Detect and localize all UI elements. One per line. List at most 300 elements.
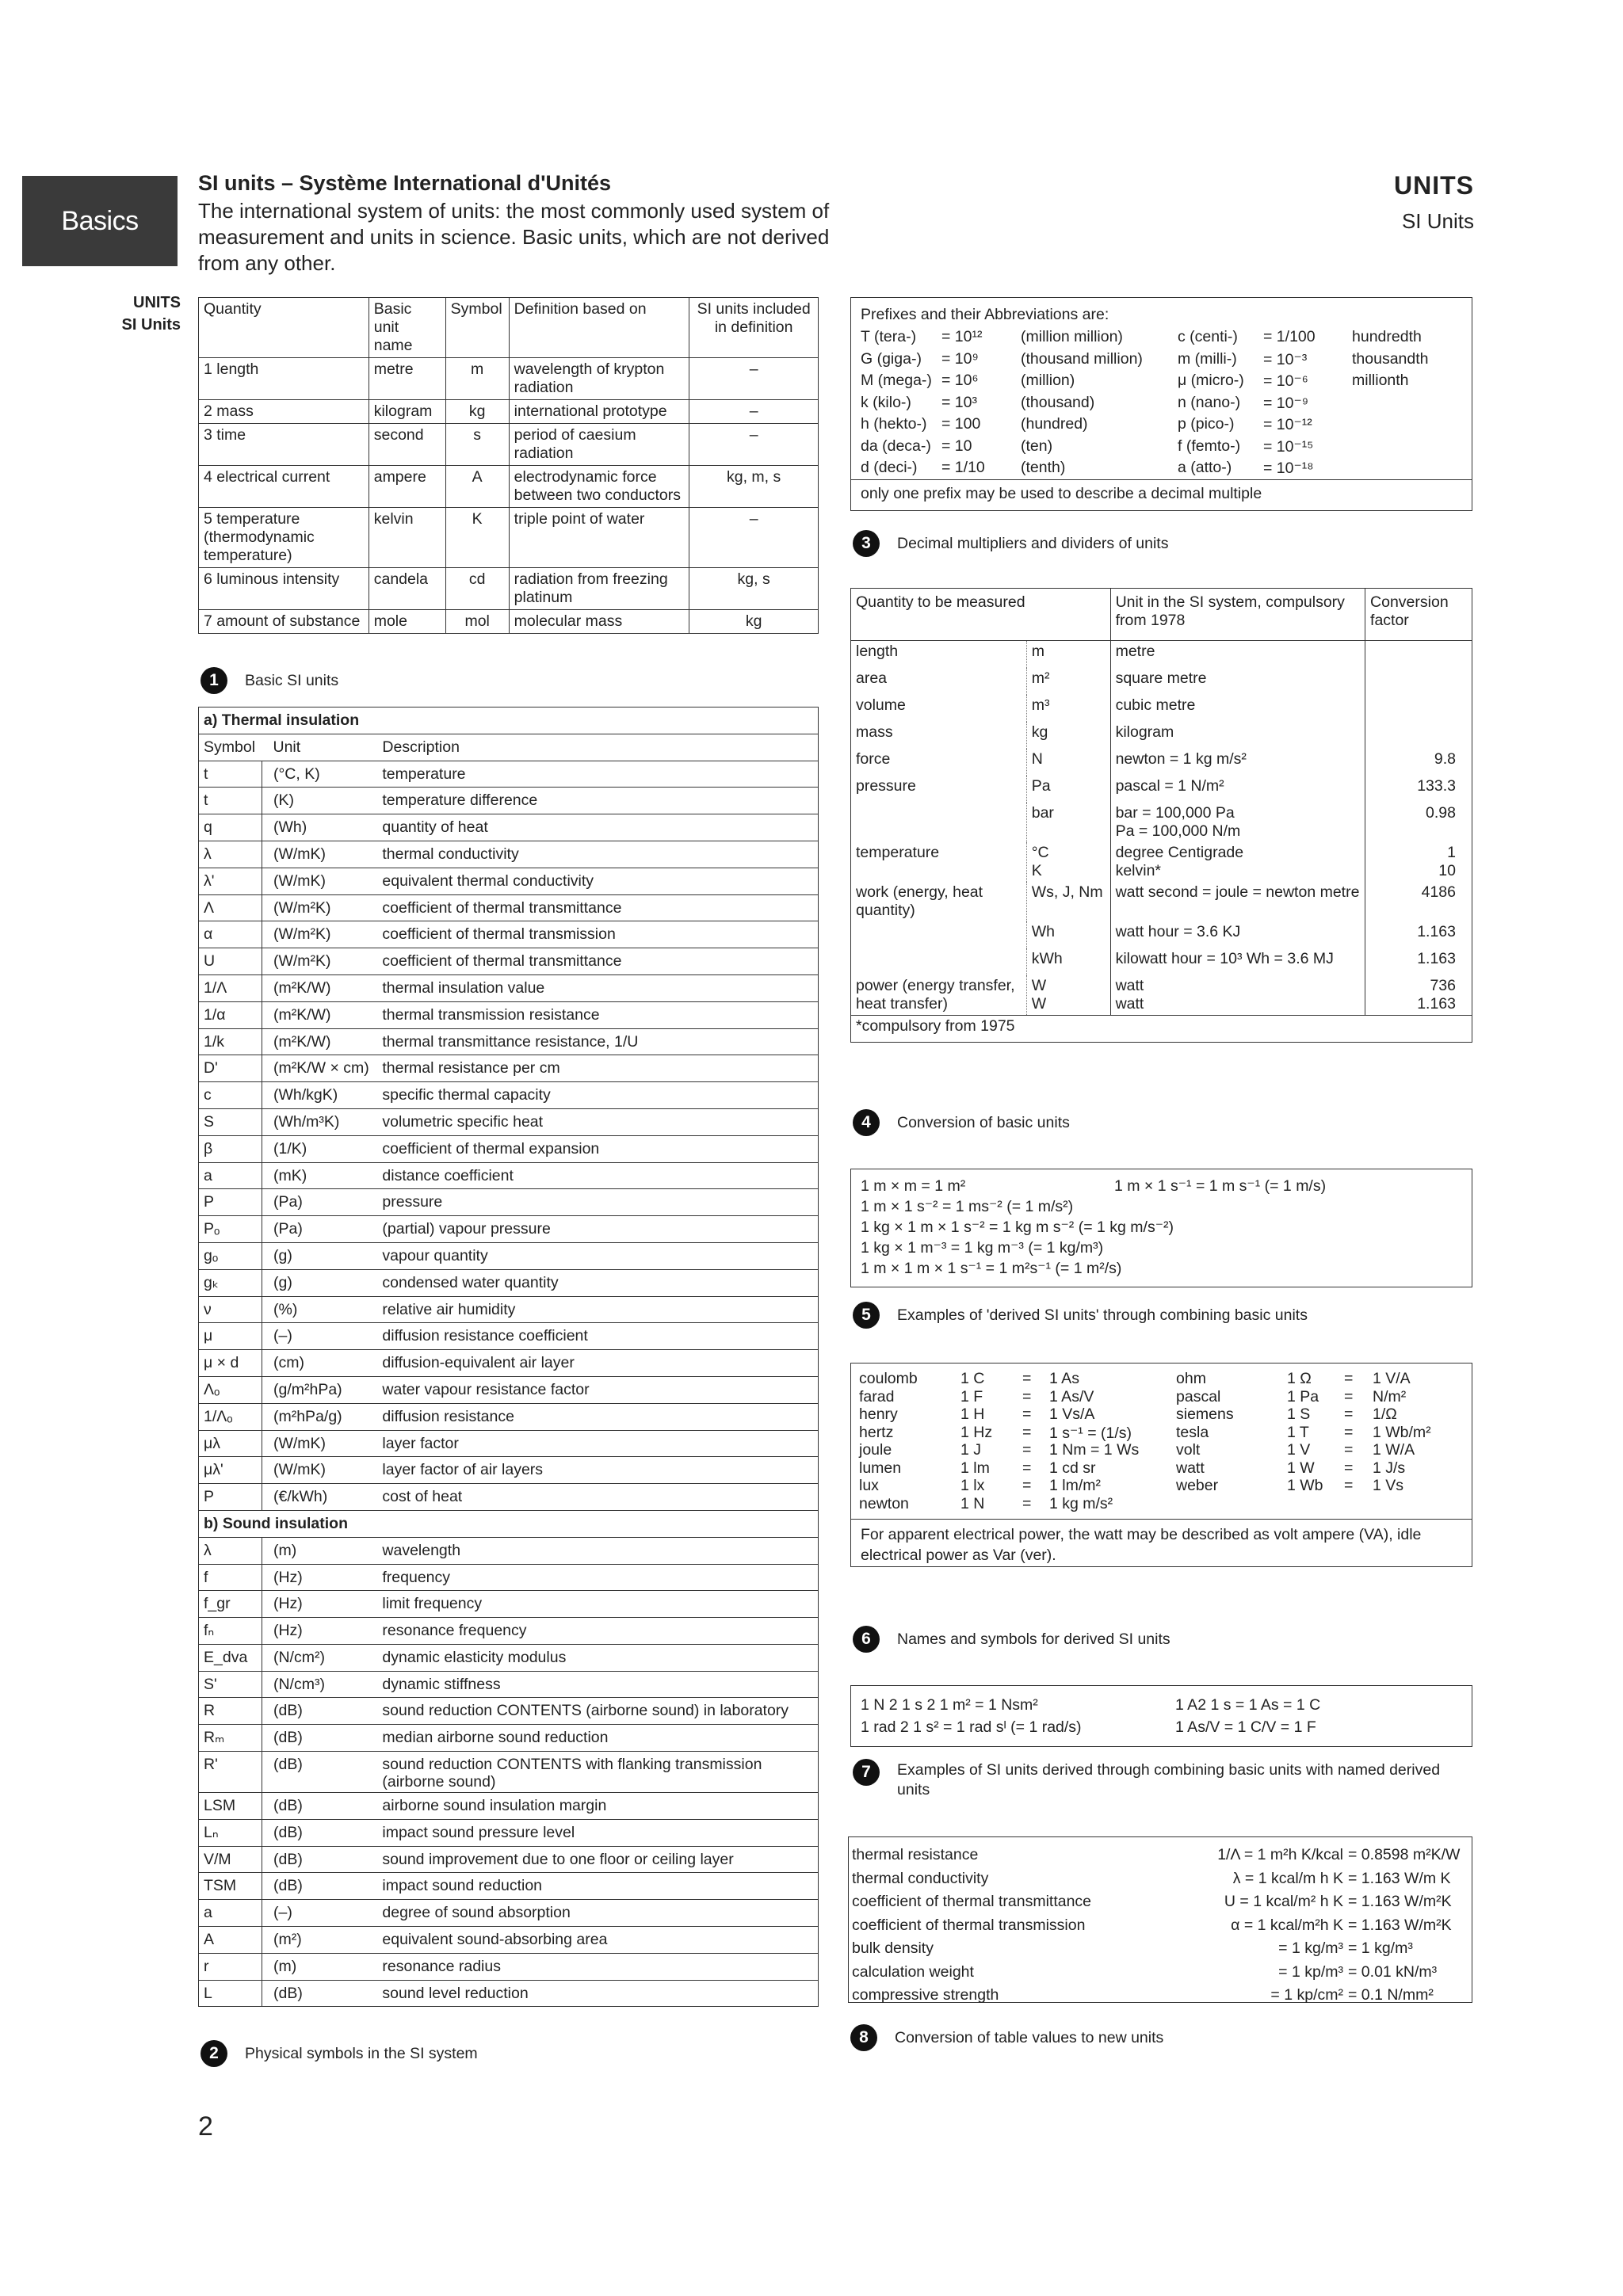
prefix-cell: = 10⁻¹⁵: [1263, 437, 1314, 456]
side-label-line2: SI Units: [121, 316, 181, 334]
derived-unit-cell: =: [1022, 1387, 1032, 1405]
table-cell: 7 amount of substance: [199, 610, 369, 634]
derived-unit-cell: 1 Vs/A: [1049, 1405, 1095, 1423]
unit-cell: (°C, K): [262, 761, 377, 788]
symbol-cell: gₖ: [199, 1269, 262, 1296]
table-row: [199, 974, 819, 1001]
symbol-cell: 1/α: [199, 1001, 262, 1028]
side-label-line1: UNITS: [133, 294, 181, 311]
table-row: [199, 1457, 819, 1484]
table-row: [199, 1873, 819, 1900]
symbol-cell: μ: [199, 1323, 262, 1350]
table-row: [199, 508, 819, 568]
prefix-cell: = 1/10: [941, 459, 985, 476]
prefix-cell: n (nano-): [1178, 393, 1241, 411]
symbol-cell: Rₘ: [199, 1725, 262, 1752]
derived-unit-cell: 1 Vs: [1373, 1477, 1404, 1494]
derived-unit-cell: 1 Ω: [1287, 1370, 1312, 1387]
prefix-cell: (thousand): [1021, 393, 1095, 411]
quantity-label: calculation weight: [852, 1962, 974, 1981]
column-header: Quantity to be measured: [851, 589, 1111, 641]
table-row: [199, 400, 819, 424]
derived-unit-cell: 1 Pa: [1287, 1387, 1319, 1405]
caption-text: Conversion of basic units: [897, 1113, 1070, 1131]
table-cell: –: [689, 358, 819, 400]
symbol-cell: λ: [199, 1537, 262, 1564]
derived-unit-cell: 1 cd sr: [1049, 1459, 1096, 1477]
description-cell: dynamic stiffness: [377, 1671, 818, 1698]
derived-unit-cell: coulomb: [859, 1370, 918, 1387]
table-row: [199, 761, 819, 788]
derived-unit-cell: lux: [859, 1477, 879, 1494]
derived-unit-cell: pascal: [1176, 1387, 1221, 1405]
symbol-cell: LSM: [199, 1793, 262, 1820]
derived-unit-cell: 1 V: [1287, 1441, 1311, 1459]
table-cell: 736 1.163: [1365, 975, 1472, 1016]
unit-cell: (%): [262, 1296, 377, 1323]
table-cell: cubic metre: [1110, 695, 1365, 722]
derived-unit-cell: =: [1344, 1387, 1354, 1405]
box7-line1a: 1 N 2 1 s 2 1 m² = 1 Nsm²: [861, 1696, 1038, 1714]
unit-cell: (W/m²K): [262, 948, 377, 975]
table-row: [199, 788, 819, 814]
symbol-cell: α: [199, 921, 262, 948]
unit-cell: (–): [262, 1900, 377, 1927]
quantity-label: coefficient of thermal transmission: [852, 1916, 1086, 1934]
new-unit-value: = 0.01 kN/m³: [1348, 1962, 1438, 1981]
description-cell: airborne sound insulation margin: [377, 1793, 818, 1820]
table-cell: newton = 1 kg m/s²: [1110, 749, 1365, 776]
prefix-cell: (hundred): [1021, 415, 1088, 433]
column-header: Description: [377, 734, 818, 761]
old-unit-value: = 1 kg/m³: [1278, 1939, 1343, 1957]
basic-si-units-table: [198, 297, 819, 634]
table-cell: radiation from freezing platinum: [509, 568, 689, 610]
description-cell: sound improvement due to one floor or ceiling layer: [377, 1846, 818, 1873]
box5-line1a: 1 m × m = 1 m²: [861, 1177, 966, 1195]
unit-cell: (dB): [262, 1873, 377, 1900]
table-cell: mole: [369, 610, 445, 634]
description-cell: coefficient of thermal expansion: [377, 1135, 818, 1162]
table-cell: power (energy transfer, heat transfer): [851, 975, 1027, 1016]
prefix-cell: da (deca-): [861, 437, 931, 455]
table-row: [199, 1644, 819, 1671]
table-cell: [1365, 695, 1472, 722]
section-heading: b) Sound insulation: [199, 1510, 819, 1537]
derived-unit-cell: lumen: [859, 1459, 902, 1477]
unit-cell: (m): [262, 1537, 377, 1564]
table-row: [199, 1216, 819, 1243]
derived-unit-cell: =: [1344, 1459, 1354, 1477]
table-cell: W W: [1026, 975, 1110, 1016]
description-cell: cost of heat: [377, 1484, 818, 1511]
symbol-cell: P: [199, 1484, 262, 1511]
unit-cell: (N/cm²): [262, 1644, 377, 1671]
symbol-cell: 1/k: [199, 1028, 262, 1055]
symbol-cell: 1/Λₒ: [199, 1403, 262, 1430]
new-unit-value: = 1 kg/m³: [1348, 1939, 1413, 1957]
table-row: [199, 1323, 819, 1350]
conversion-row: [852, 1984, 1468, 2008]
new-unit-value: = 0.1 N/mm²: [1348, 1986, 1434, 2004]
symbol-cell: fₙ: [199, 1618, 262, 1645]
description-cell: impact sound reduction: [377, 1873, 818, 1900]
column-header: Unit in the SI system, compulsory from 1978: [1110, 589, 1365, 641]
table-cell: force: [851, 749, 1027, 776]
new-unit-value: = 0.8598 m²K/W: [1348, 1846, 1461, 1863]
unit-cell: (m²K/W × cm): [262, 1055, 377, 1082]
table-row: [199, 814, 819, 841]
symbol-cell: Λ: [199, 894, 262, 921]
symbol-cell: λ': [199, 868, 262, 894]
figure-number: 6: [853, 1626, 880, 1653]
description-cell: sound reduction CONTENTS with flanking transmission (airborne sound): [377, 1752, 818, 1793]
symbol-cell: E_dva: [199, 1644, 262, 1671]
table-cell: 4186: [1365, 882, 1472, 921]
quantity-label: coefficient of thermal transmittance: [852, 1893, 1092, 1910]
section-tab-basics[interactable]: Basics: [22, 176, 178, 266]
derived-unit-cell: =: [1022, 1405, 1032, 1423]
unit-cell: (Wh/m³K): [262, 1108, 377, 1135]
unit-cell: (W/mK): [262, 1457, 377, 1484]
unit-cell: (dB): [262, 1725, 377, 1752]
table-row: [851, 882, 1472, 921]
derived-unit-cell: joule: [859, 1441, 892, 1459]
prefix-cell: = 10⁻¹²: [1263, 416, 1312, 433]
unit-cell: (g/m²hPa): [262, 1376, 377, 1403]
conversion-row: [852, 1961, 1468, 1985]
figure-number: 3: [853, 530, 880, 557]
conversion-row: [852, 1914, 1468, 1938]
table-cell: temperature: [851, 842, 1027, 882]
derived-unit-cell: 1 C: [960, 1370, 985, 1387]
description-cell: impact sound pressure level: [377, 1819, 818, 1846]
table-row: [199, 1189, 819, 1216]
prefix-cell: m (milli-): [1178, 349, 1237, 368]
caption-1: [200, 667, 338, 694]
prefix-cell: h (hekto-): [861, 415, 927, 433]
description-cell: vapour quantity: [377, 1242, 818, 1269]
derived-unit-cell: weber: [1176, 1477, 1219, 1494]
derived-unit-cell: 1 lx: [960, 1477, 985, 1494]
unit-cell: (W/mK): [262, 868, 377, 894]
chapter-subtitle: SI Units: [1401, 209, 1474, 233]
derived-unit-cell: tesla: [1176, 1423, 1209, 1441]
table-row: [851, 749, 1472, 776]
prefix-cell: = 10³: [941, 393, 977, 411]
old-unit-value: α = 1 kcal/m²h K: [1231, 1916, 1343, 1934]
table-cell: 1.163: [1365, 948, 1472, 975]
description-cell: layer factor: [377, 1430, 818, 1457]
table-cell: m³: [1026, 695, 1110, 722]
table-cell: watt hour = 3.6 KJ: [1110, 921, 1365, 948]
unit-cell: (Wh/kgK): [262, 1082, 377, 1109]
symbol-cell: L: [199, 1980, 262, 2007]
unit-cell: (Wh): [262, 814, 377, 841]
description-cell: diffusion-equivalent air layer: [377, 1350, 818, 1377]
table-cell: square metre: [1110, 668, 1365, 695]
description-cell: equivalent thermal conductivity: [377, 868, 818, 894]
table-row: [199, 1296, 819, 1323]
caption-text: Physical symbols in the SI system: [245, 2044, 478, 2062]
symbol-cell: R': [199, 1752, 262, 1793]
symbol-cell: f: [199, 1564, 262, 1591]
description-cell: condensed water quantity: [377, 1269, 818, 1296]
unit-cell: (g): [262, 1269, 377, 1296]
symbol-cell: Lₙ: [199, 1819, 262, 1846]
unit-cell: (dB): [262, 1752, 377, 1793]
table-cell: Ws, J, Nm: [1026, 882, 1110, 921]
table-cell: kilogram: [1110, 722, 1365, 749]
table-cell: watt watt: [1110, 975, 1365, 1016]
derived-unit-cell: 1 Wb/m²: [1373, 1423, 1431, 1441]
derived-unit-cell: 1 Wb: [1287, 1477, 1323, 1494]
table-header-row: [199, 734, 819, 761]
old-unit-value: = 1 kp/m³: [1278, 1962, 1343, 1981]
table-cell: pascal = 1 N/m²: [1110, 776, 1365, 803]
derived-unit-cell: =: [1344, 1370, 1354, 1387]
table-row: [199, 1537, 819, 1564]
prefix-cell: = 10⁻⁶: [1263, 372, 1308, 390]
description-cell: thermal conductivity: [377, 841, 818, 868]
unit-cell: (1/K): [262, 1135, 377, 1162]
description-cell: resonance radius: [377, 1953, 818, 1980]
table-cell: m²: [1026, 668, 1110, 695]
prefix-cell: μ (micro-): [1178, 372, 1244, 389]
table-cell: cd: [445, 568, 509, 610]
symbol-cell: μλ': [199, 1457, 262, 1484]
derived-unit-cell: 1 T: [1287, 1423, 1309, 1441]
table-row: [199, 1618, 819, 1645]
symbol-cell: r: [199, 1953, 262, 1980]
box5-line2: 1 m × 1 s⁻² = 1 ms⁻² (= 1 m/s²): [861, 1198, 1074, 1215]
prefix-cell: = 10⁶: [941, 372, 979, 389]
table-cell: electrodynamic force between two conductors: [509, 466, 689, 508]
table-row: [199, 841, 819, 868]
table-row: [199, 1900, 819, 1927]
table-row: [199, 1927, 819, 1954]
unit-cell: (Pa): [262, 1189, 377, 1216]
table-cell: 1.163: [1365, 921, 1472, 948]
section-row: [199, 1510, 819, 1537]
table-row: [199, 921, 819, 948]
column-header: Symbol: [445, 298, 509, 358]
table-cell: second: [369, 424, 445, 466]
caption-text: Examples of SI units derived through combining basic units with named derived units: [897, 1761, 1441, 1798]
description-cell: dynamic elasticity modulus: [377, 1644, 818, 1671]
derived-unit-cell: =: [1344, 1441, 1354, 1459]
box6-note: For apparent electrical power, the watt may be described as volt ampere (VA), idle electrical power as Var (ver).: [851, 1519, 1472, 1570]
table-row: [199, 948, 819, 975]
page-title: SI units – Système International d'Unités: [198, 171, 612, 195]
table-row: [851, 975, 1472, 1016]
table-row: [199, 1028, 819, 1055]
table-cell: 133.3: [1365, 776, 1472, 803]
derived-unit-cell: =: [1022, 1370, 1032, 1387]
derived-unit-cell: 1 S: [1287, 1405, 1311, 1423]
table-row: [199, 894, 819, 921]
description-cell: equivalent sound-absorbing area: [377, 1927, 818, 1954]
table-row: [199, 1403, 819, 1430]
description-cell: water vapour resistance factor: [377, 1376, 818, 1403]
unit-cell: (cm): [262, 1350, 377, 1377]
description-cell: relative air humidity: [377, 1296, 818, 1323]
box5-line5: 1 m × 1 m × 1 s⁻¹ = 1 m²s⁻¹ (= 1 m²/s): [861, 1260, 1122, 1277]
column-header: SI units included in definition: [689, 298, 819, 358]
table-cell: mass: [851, 722, 1027, 749]
unit-cell: (g): [262, 1242, 377, 1269]
description-cell: resonance frequency: [377, 1618, 818, 1645]
derived-unit-cell: 1 H: [960, 1405, 985, 1423]
derived-unit-cell: N/m²: [1373, 1387, 1407, 1405]
symbol-cell: Λₒ: [199, 1376, 262, 1403]
box7-line2: [861, 1716, 1462, 1738]
caption-7: [853, 1759, 1471, 1800]
derived-unit-cell: newton: [859, 1494, 909, 1512]
table-cell: kelvin: [369, 508, 445, 568]
table-cell: kg, m, s: [689, 466, 819, 508]
description-cell: specific thermal capacity: [377, 1082, 818, 1109]
symbol-cell: t: [199, 788, 262, 814]
description-cell: temperature: [377, 761, 818, 788]
description-cell: thermal insulation value: [377, 974, 818, 1001]
table-row: [199, 1350, 819, 1377]
unit-cell: (Pa): [262, 1216, 377, 1243]
unit-cell: (dB): [262, 1698, 377, 1725]
prefix-cell: M (mega-): [861, 372, 932, 389]
derived-unit-cell: siemens: [1176, 1405, 1234, 1423]
symbol-cell: Pₒ: [199, 1216, 262, 1243]
derived-unit-cell: =: [1344, 1423, 1354, 1441]
table-header-row: [199, 298, 819, 358]
symbol-cell: β: [199, 1135, 262, 1162]
table-cell: m: [445, 358, 509, 400]
description-cell: frequency: [377, 1564, 818, 1591]
prefix-cell: = 10⁻⁹: [1263, 394, 1309, 412]
description-cell: coefficient of thermal transmission: [377, 921, 818, 948]
symbol-cell: S: [199, 1108, 262, 1135]
unit-cell: (–): [262, 1323, 377, 1350]
unit-cell: (dB): [262, 1980, 377, 2007]
prefix-cell: (million million): [1021, 328, 1123, 345]
derived-unit-cell: 1 As/V: [1049, 1387, 1094, 1405]
table-row: [199, 1819, 819, 1846]
description-cell: sound reduction CONTENTS (airborne sound) in laboratory: [377, 1698, 818, 1725]
symbol-cell: 1/Λ: [199, 974, 262, 1001]
description-cell: temperature difference: [377, 788, 818, 814]
table-cell: s: [445, 424, 509, 466]
table-row: [851, 803, 1472, 842]
table-cell: kilowatt hour = 10³ Wh = 3.6 MJ: [1110, 948, 1365, 975]
unit-cell: (m²K/W): [262, 1001, 377, 1028]
derived-unit-cell: 1 lm: [960, 1459, 990, 1477]
table-footnote-row: [851, 1015, 1472, 1042]
table-cell: N: [1026, 749, 1110, 776]
side-label: [76, 292, 181, 336]
table-row: [851, 668, 1472, 695]
derived-unit-cell: =: [1022, 1477, 1032, 1494]
column-header: Definition based on: [509, 298, 689, 358]
derived-units-names-box: [850, 1363, 1472, 1567]
column-header: Quantity: [199, 298, 369, 358]
table-cell: [851, 921, 1027, 948]
prefix-cell: c (centi-): [1178, 328, 1238, 345]
caption-text: Decimal multipliers and dividers of units: [897, 534, 1169, 552]
prefix-cell: G (giga-): [861, 349, 922, 368]
prefix-cell: k (kilo-): [861, 393, 911, 411]
table-row: [199, 1242, 819, 1269]
derived-unit-cell: farad: [859, 1387, 895, 1405]
description-cell: quantity of heat: [377, 814, 818, 841]
table-row: [199, 868, 819, 894]
table-cell: A: [445, 466, 509, 508]
prefix-cell: = 10⁹: [941, 349, 979, 368]
unit-cell: (W/mK): [262, 1430, 377, 1457]
symbol-cell: P: [199, 1189, 262, 1216]
unit-cell: (K): [262, 788, 377, 814]
table-cell: [851, 948, 1027, 975]
symbol-cell: U: [199, 948, 262, 975]
figure-number: 4: [853, 1109, 880, 1136]
prefix-cell: hundredth: [1352, 328, 1422, 345]
prefix-cell: = 10: [941, 437, 972, 455]
caption-text: Basic SI units: [245, 671, 339, 689]
description-cell: (partial) vapour pressure: [377, 1216, 818, 1243]
prefix-cell: = 10⁻¹⁸: [1263, 460, 1314, 477]
derived-unit-cell: 1 N: [960, 1494, 985, 1512]
table-cell: bar = 100,000 Pa Pa = 100,000 N/m: [1110, 803, 1365, 842]
description-cell: degree of sound absorption: [377, 1900, 818, 1927]
column-header: Conversion factor: [1365, 589, 1472, 641]
table-cell: kg: [1026, 722, 1110, 749]
derived-unit-cell: 1 As: [1049, 1370, 1079, 1387]
caption-4: [853, 1109, 1070, 1136]
derived-unit-cell: watt: [1176, 1459, 1205, 1477]
prefix-cell: (tenth): [1021, 459, 1066, 476]
derived-unit-cell: 1 Nm = 1 Ws: [1049, 1441, 1140, 1459]
prefix-cell: (million): [1021, 372, 1075, 389]
quantity-label: compressive strength: [852, 1986, 999, 2004]
description-cell: volumetric specific heat: [377, 1108, 818, 1135]
description-cell: thermal resistance per cm: [377, 1055, 818, 1082]
table-cell: K: [445, 508, 509, 568]
figure-number: 7: [853, 1759, 880, 1786]
unit-cell: (W/m²K): [262, 921, 377, 948]
description-cell: median airborne sound reduction: [377, 1725, 818, 1752]
table-cell: volume: [851, 695, 1027, 722]
table-cell: –: [689, 400, 819, 424]
caption-text: Conversion of table values to new units: [895, 2028, 1164, 2046]
table-cell: 0.98: [1365, 803, 1472, 842]
symbol-cell: ν: [199, 1296, 262, 1323]
old-unit-value: = 1 kp/cm²: [1270, 1986, 1343, 2004]
derived-unit-cell: ohm: [1176, 1370, 1206, 1387]
table-row: [199, 1376, 819, 1403]
chapter-title: UNITS: [1394, 171, 1474, 200]
unit-cell: (Hz): [262, 1564, 377, 1591]
table-row: [199, 1001, 819, 1028]
unit-cell: (mK): [262, 1162, 377, 1189]
table-row: [199, 1725, 819, 1752]
table-cell: 3 time: [199, 424, 369, 466]
table-row: [199, 1082, 819, 1109]
description-cell: thermal transmission resistance: [377, 1001, 818, 1028]
description-cell: coefficient of thermal transmittance: [377, 894, 818, 921]
unit-cell: (m²): [262, 1927, 377, 1954]
table-cell: molecular mass: [509, 610, 689, 634]
derived-unit-cell: 1 F: [960, 1387, 983, 1405]
derived-unit-cell: 1 W: [1287, 1459, 1315, 1477]
